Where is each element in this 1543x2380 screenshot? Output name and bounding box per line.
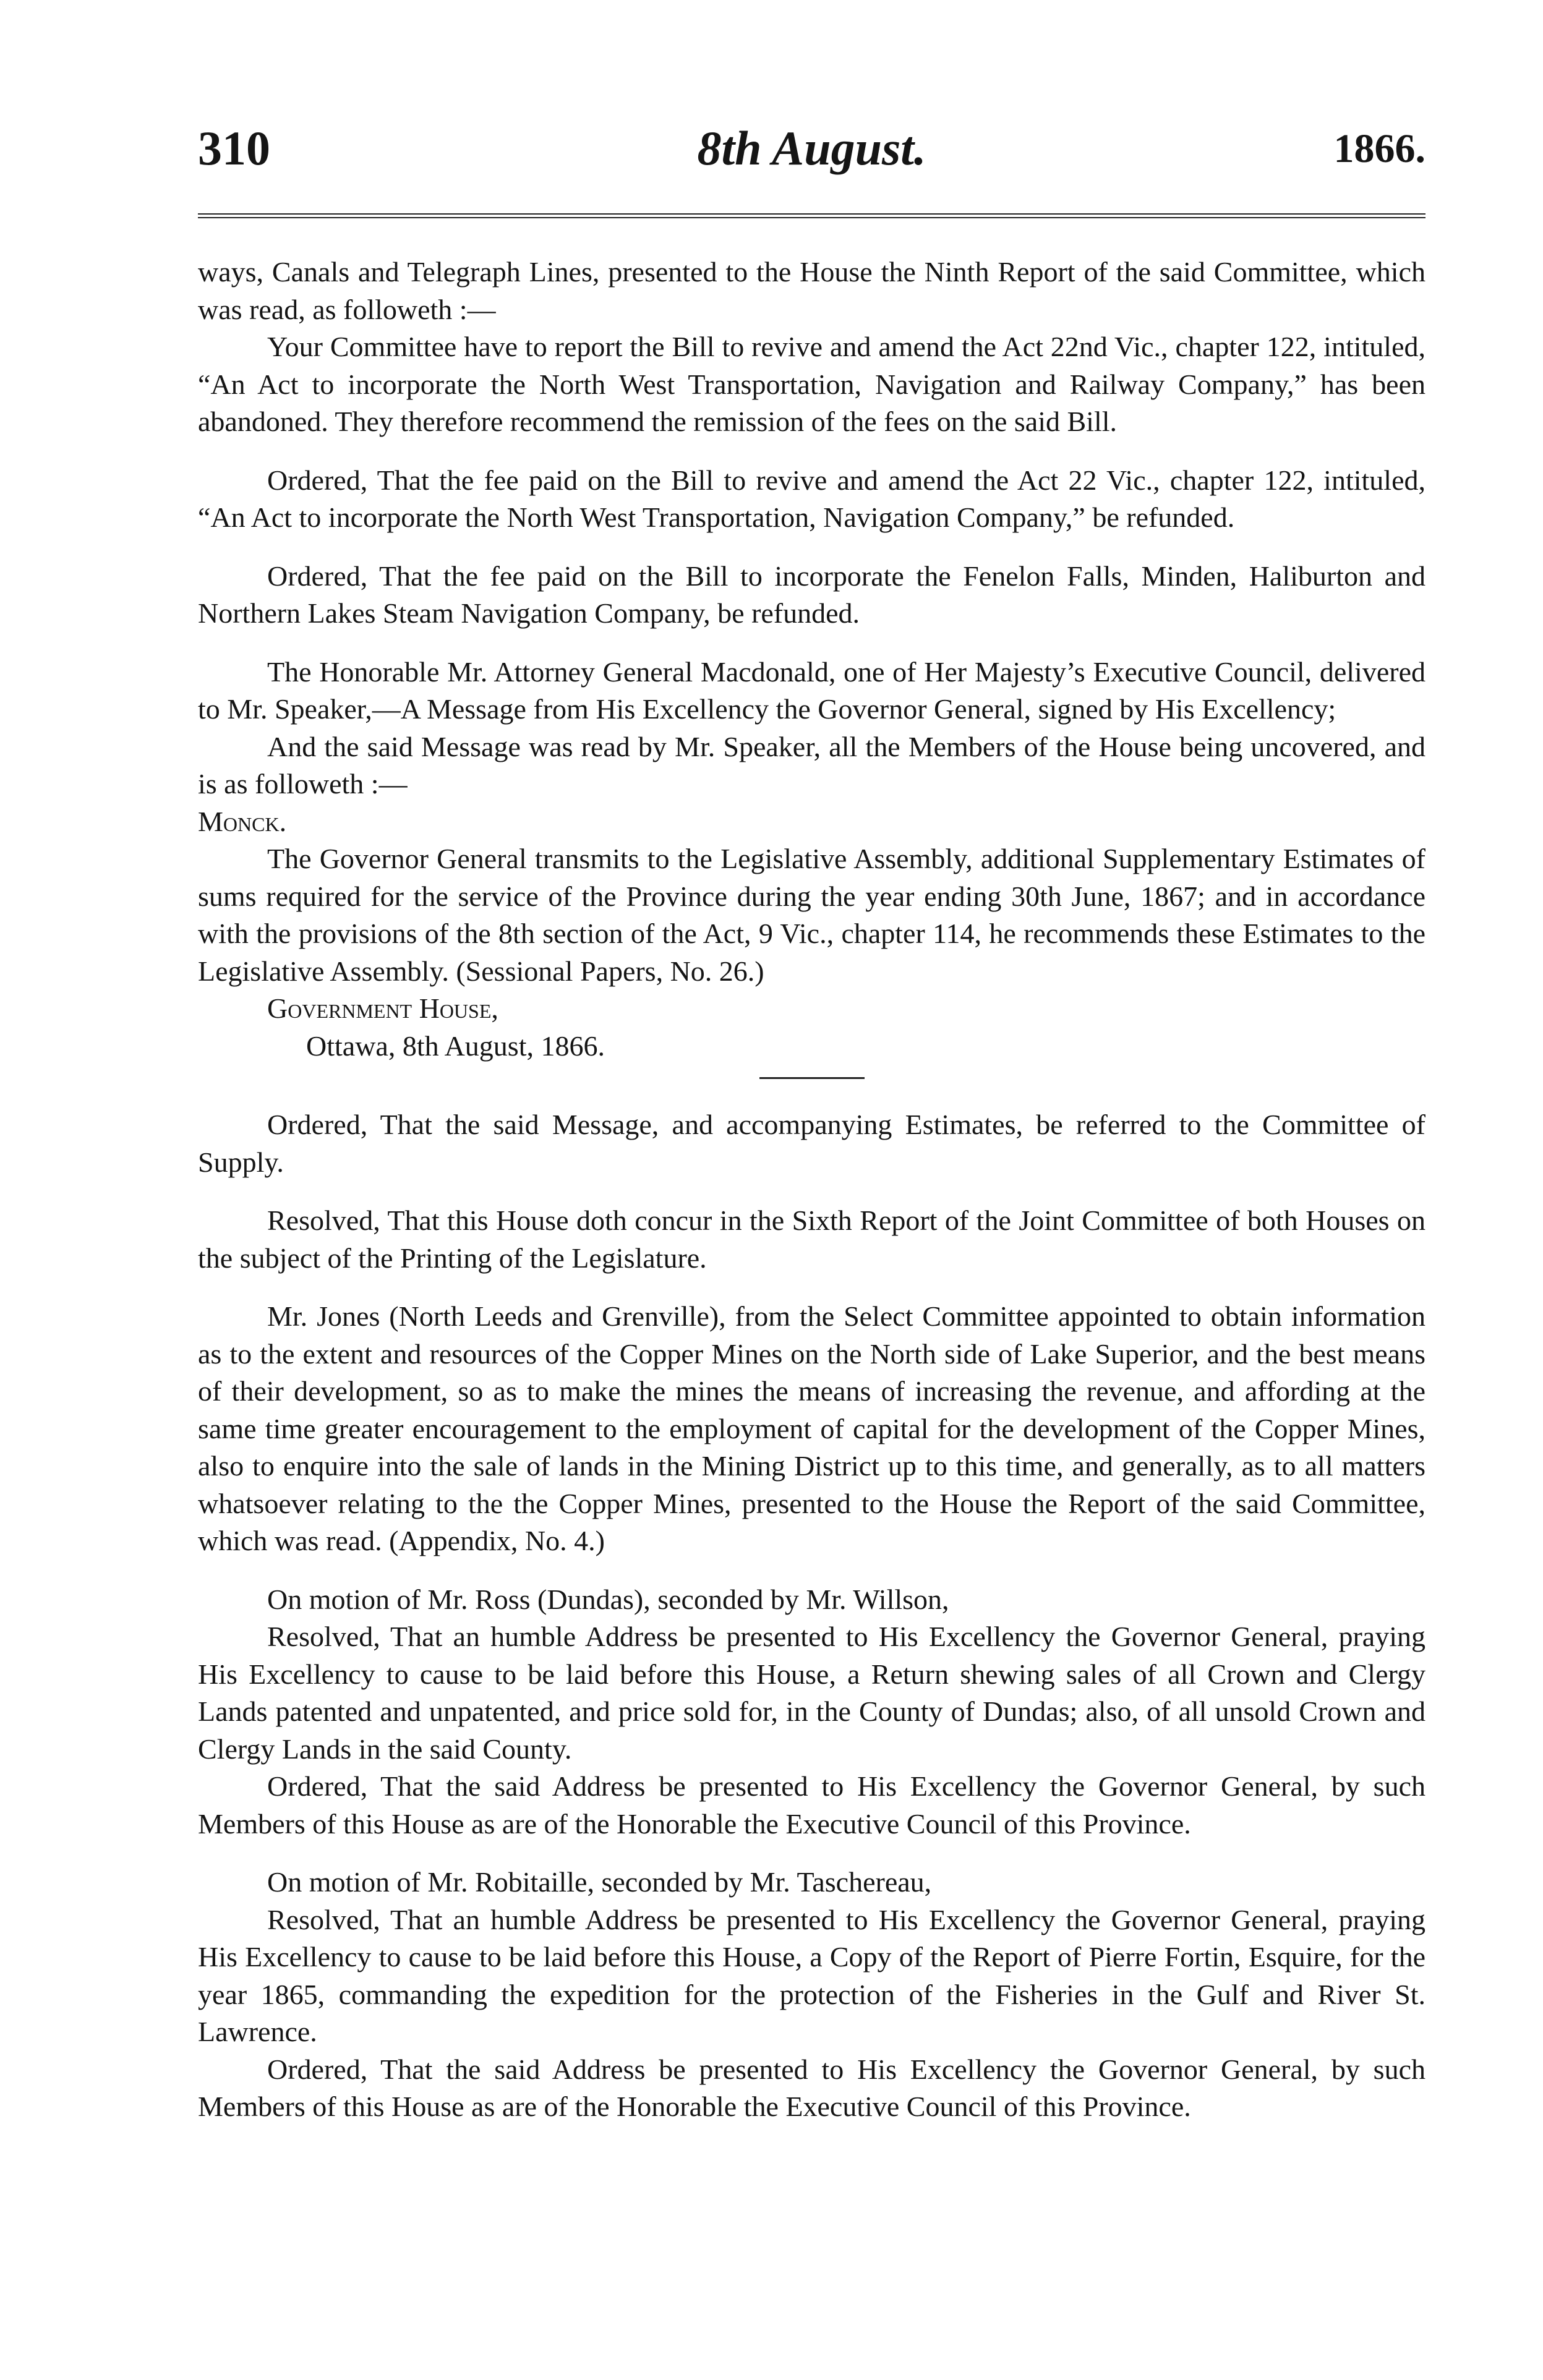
paragraph-order-refund-transportation: Ordered, That the fee paid on the Bill to revive and amend the Act 22 Vic., chapter 122, intituled, “An Act to incorporate the North West Transportation, Navigation Company,” be refunded. — [198, 464, 1425, 533]
paragraph-message-text: The Governor General transmits to the Legislative Assembly, additional Supplementary Estimates of sums required for the service of the Province during the year ending 30th June, 1867; and in accordance with the provisions of the 8th section of the Act, 9 Vic., chapter 114, he recommends these Estimates to the Legislative Assembly. (Sessional Papers, No. 26.) — [198, 843, 1425, 987]
paragraph-order-refund-navigation: Ordered, That the fee paid on the Bill to incorporate the Fenelon Falls, Minden, Haliburton and Northern Lakes Steam Navigation Company, be refunded. — [198, 560, 1425, 629]
section-divider — [759, 1077, 865, 1079]
paragraph-motion-robitaille: On motion of Mr. Robitaille, seconded by Mr. Taschereau, — [267, 1866, 932, 1898]
paragraph-ordered-dundas: Ordered, That the said Address be presented to His Excellency the Governor General, by such Members of this House as are of the Honorable the Executive Council of this Province. — [198, 1770, 1425, 1840]
paragraph-copper-mines-report: Mr. Jones (North Leeds and Grenville), from the Select Committee appointed to obtain information as to the extent and resources of the Copper Mines on the North side of Lake Superior, and the best means of their development, so as to make the mines the means of increasing the revenue, and affording at the same time greater encouragement to the employment of capital for the development of the Copper Mines, also to enquire into the sale of lands in the Mining District up to this time, and generally, as to all matters whatsoever relating to the the Copper Mines, presented to the House the Report of the said Committee, which was read. (Appendix, No. 4.) — [198, 1300, 1425, 1556]
paragraph-resolved-fisheries: Resolved, That an humble Address be presented to His Excellency the Governor General, praying His Excellency to cause to be laid before this House, a Copy of the Report of Pierre Fortin, Esquire, for the year 1865, commanding the expedition for the protection of the Fisheries in the Gulf and River St. Lawrence. — [198, 1903, 1425, 2047]
paragraph-report-continuation: ways, Canals and Telegraph Lines, presented to the House the Ninth Report of the said Committee, which was read, as followeth :— — [198, 256, 1425, 325]
paragraph-resolved-dundas: Resolved, That an humble Address be presented to His Excellency the Governor General, praying His Excellency to cause to be laid before this House, a Return shewing sales of all Crown and Clergy Lands patented and unpatented, and price sold for, in the County of Dundas; also, of all unsold Crown and Clergy Lands in the said County. — [198, 1621, 1425, 1765]
paragraph-resolved-printing: Resolved, That this House doth concur in the Sixth Report of the Joint Committee of both Houses on the subject of the Printing of the Legislature. — [198, 1205, 1425, 1274]
page-header — [198, 121, 1425, 176]
paragraph-message-read: And the said Message was read by Mr. Speaker, all the Members of the House being uncovered, and is as followeth :— — [198, 730, 1425, 800]
message-signature-monck: Monck. — [198, 805, 287, 837]
paragraph-committee-report: Your Committee have to report the Bill to revive and amend the Act 22nd Vic., chapter 122, intituled, “An Act to incorporate the North West Transportation, Navigation and Railway Company,” has been abandoned. They therefore recommend the remission of the fees on the said Bill. — [198, 331, 1425, 437]
paragraph-ordered-fisheries: Ordered, That the said Address be presented to His Excellency the Governor General, by such Members of this House as are of the Honorable the Executive Council of this Province. — [198, 2053, 1425, 2122]
paragraph-order-supply: Ordered, That the said Message, and accompanying Estimates, be referred to the Committee of Supply. — [198, 1109, 1425, 1178]
paragraph-message-delivered: The Honorable Mr. Attorney General Macdonald, one of Her Majesty’s Executive Council, delivered to Mr. Speaker,—A Message from His Excellency the Governor General, signed by His Excellency; — [198, 655, 1425, 725]
header-double-rule — [198, 213, 1425, 218]
message-place-date: Ottawa, 8th August, 1866. — [306, 1030, 605, 1062]
message-origin: Government House, — [267, 992, 498, 1024]
page-number: 310 — [198, 121, 270, 175]
paragraph-motion-ross: On motion of Mr. Ross (Dundas), seconded by Mr. Willson, — [267, 1583, 949, 1615]
journal-page — [198, 121, 1425, 2122]
running-head-date: 8th August. — [697, 121, 926, 175]
page-body — [198, 254, 1425, 2126]
running-head-year: 1866. — [1333, 126, 1425, 171]
